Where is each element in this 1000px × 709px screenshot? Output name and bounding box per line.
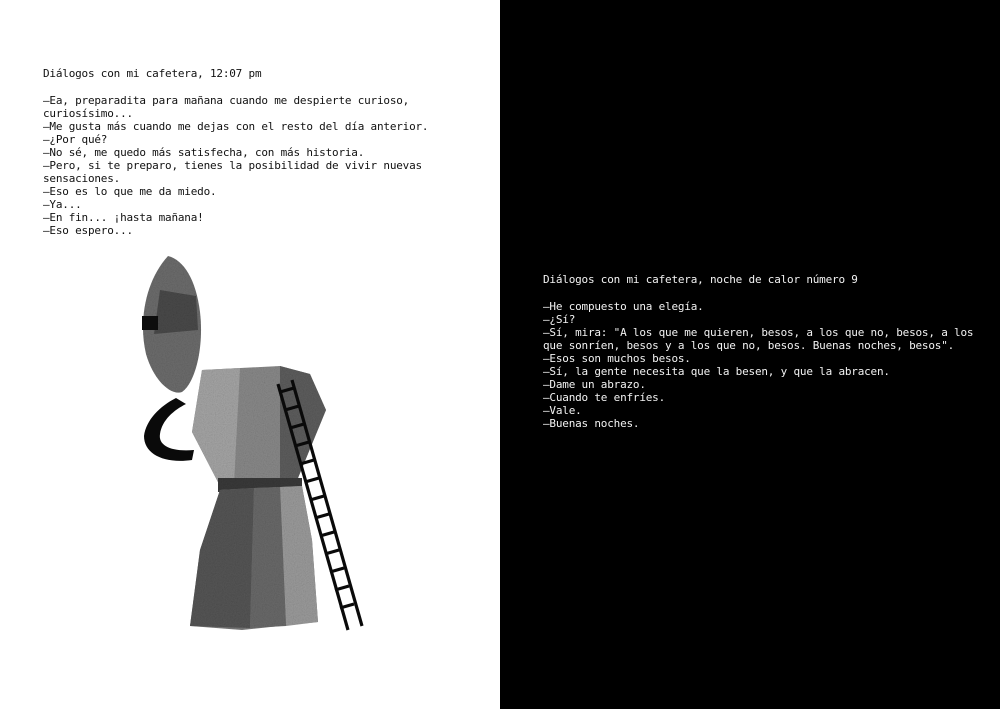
dialogue-line: —Eso espero... <box>43 224 133 237</box>
dialogue-line: —Vale. <box>543 404 582 417</box>
dialogue-line: —¿Por qué? <box>43 133 108 146</box>
dialogue-line: —Dame un abrazo. <box>543 378 646 391</box>
right-page-title: Diálogos con mi cafetera, noche de calor número 9 <box>543 273 858 286</box>
dialogue-line: —¿Sí? <box>543 313 576 326</box>
dialogue-line: —Ea, preparadita para mañana cuando me despierte curioso, curiosísimo... <box>43 94 416 120</box>
dialogue-line: —Pero, si te preparo, tienes la posibilidad de vivir nuevas sensaciones. <box>43 159 429 185</box>
left-dialogue <box>43 67 443 237</box>
dialogue-line: —Ya... <box>43 198 82 211</box>
coffee-pot-illustration <box>130 250 390 640</box>
coffee-pot-handle <box>144 398 194 461</box>
dialogue-line: —Me gusta más cuando me dejas con el resto del día anterior. <box>43 120 429 133</box>
dialogue-line: —He compuesto una elegía. <box>543 300 704 313</box>
coffee-pot-lid <box>142 256 201 393</box>
left-page-title: Diálogos con mi cafetera, 12:07 pm <box>43 67 262 80</box>
dialogue-line: —En fin... ¡hasta mañana! <box>43 211 204 224</box>
dialogue-line: —Sí, mira: "A los que me quieren, besos, a los que no, besos, a los que sonríen, besos y a los que no, besos. Buenas noches, besos". <box>543 326 980 352</box>
dialogue-line: —Eso es lo que me da miedo. <box>43 185 217 198</box>
dialogue-line: —Buenas noches. <box>543 417 640 430</box>
dialogue-line: —Esos son muchos besos. <box>543 352 691 365</box>
dialogue-line: —Cuando te enfríes. <box>543 391 666 404</box>
right-dialogue <box>543 273 983 430</box>
right-page <box>500 0 1000 709</box>
dialogue-line: —Sí, la gente necesita que la besen, y que la abracen. <box>543 365 890 378</box>
dialogue-line: —No sé, me quedo más satisfecha, con más historia. <box>43 146 365 159</box>
coffee-pot-base <box>190 486 318 630</box>
